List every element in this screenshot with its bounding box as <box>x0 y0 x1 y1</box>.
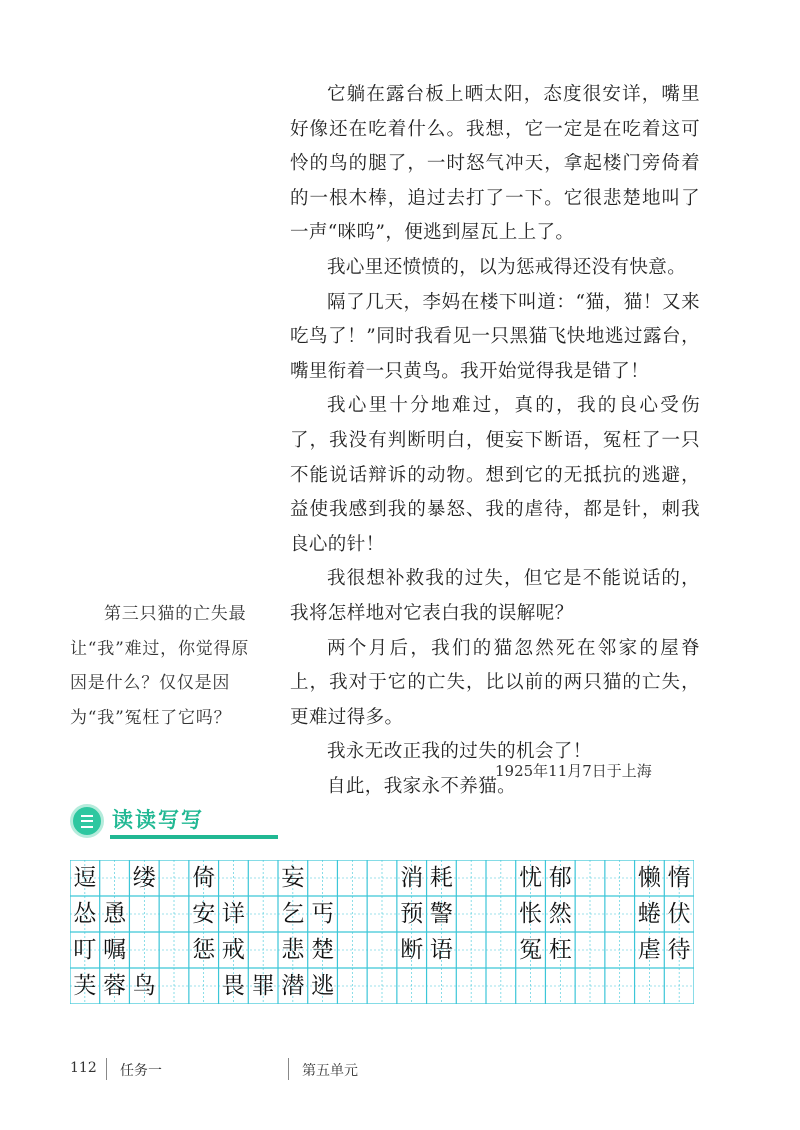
grid-character: 逗 <box>73 865 97 891</box>
paragraph: 两个月后，我们的猫忽然死在邻家的屋脊上，我对于它的亡失，比以前的两只猫的亡失，更难过得多。 <box>290 637 700 728</box>
paragraph: 我永无改正我的过失的机会了！ <box>327 741 592 763</box>
paragraph: 我心里十分地难过，真的，我的良心受伤了，我没有判断明白，便妄下断语，冤枉了一只不能说话辩诉的动物。想到它的无抵抗的逃避，益使我感到我的暴怒、我的虐待，都是针，刺我良心的针！ <box>290 395 700 555</box>
article-date: 1925年11月7日于上海 <box>495 762 652 780</box>
grid-lines <box>70 860 694 1004</box>
footer-unit: 第五单元 <box>302 1063 358 1079</box>
grid-character: 鸟 <box>132 973 156 999</box>
grid-character: 惩 <box>192 937 216 963</box>
grid-character: 嘱 <box>103 937 127 963</box>
grid-character: 安 <box>192 901 216 927</box>
grid-character: 缕 <box>132 865 156 891</box>
paragraph: 我很想补救我的过失，但它是不能说话的，我将怎样地对它表白我的误解呢？ <box>290 568 700 624</box>
section-header <box>70 804 330 844</box>
grid-character: 乞 <box>281 901 305 927</box>
grid-character: 怅 <box>519 901 543 927</box>
grid-character: 伏 <box>667 901 691 927</box>
grid-character: 然 <box>548 901 572 927</box>
side-note: 第三只猫的亡失最让“我”难过，你觉得原因是什么？仅仅是因为“我”冤枉了它吗？ <box>70 604 250 728</box>
grid-character: 恿 <box>103 901 127 927</box>
grid-character: 断 <box>400 937 424 963</box>
grid-character: 消 <box>400 865 424 891</box>
paragraph: 自此，我家永不养猫。 <box>327 775 517 797</box>
grid-character: 忧 <box>519 865 543 891</box>
footer-divider <box>106 1058 107 1080</box>
grid-character: 叮 <box>73 937 97 963</box>
paragraph: 我心里还愤愤的，以为惩戒得还没有快意。 <box>327 256 687 278</box>
grid-character: 倚 <box>192 865 216 891</box>
article-body <box>290 78 700 804</box>
grid-character: 芙 <box>73 973 97 999</box>
grid-character: 悲 <box>281 937 305 963</box>
grid-character: 罪 <box>251 973 275 999</box>
grid-character: 虐 <box>637 937 661 963</box>
section-title: 读读写写 <box>112 808 204 832</box>
footer-divider <box>288 1058 289 1080</box>
vocabulary-grid <box>70 860 694 1004</box>
section-underline <box>110 835 278 839</box>
grid-character: 预 <box>400 901 424 927</box>
grid-character: 语 <box>429 937 453 963</box>
grid-character: 枉 <box>548 937 572 963</box>
grid-character: 怂 <box>73 901 97 927</box>
grid-character: 潜 <box>281 973 305 999</box>
grid-character: 蓉 <box>103 973 127 999</box>
grid-character: 郁 <box>548 865 572 891</box>
grid-character: 逃 <box>311 973 335 999</box>
grid-character: 惰 <box>667 865 691 891</box>
grid-character: 妄 <box>281 865 305 891</box>
page-number: 112 <box>70 1060 97 1076</box>
grid-character: 蜷 <box>637 901 661 927</box>
paragraph: 它躺在露台板上晒太阳，态度很安详，嘴里好像还在吃着什么。我想，它一定是在吃着这可怜的鸟的腿了，一时怒气冲天，拿起楼门旁倚着的一根木棒，追过去打了一下。它很悲楚地叫了一声“咪呜”，便逃到屋瓦上上了。 <box>290 84 700 244</box>
grid-character: 警 <box>429 901 453 927</box>
grid-character: 懒 <box>637 865 661 891</box>
paragraph: 隔了几天，李妈在楼下叫道：“猫，猫！又来吃鸟了！”同时我看见一只黑猫飞快地逃过露台，嘴里衔着一只黄鸟。我开始觉得我是错了！ <box>290 291 700 382</box>
grid-character: 戒 <box>221 937 245 963</box>
section-number-icon <box>70 804 104 838</box>
grid-character: 待 <box>667 937 691 963</box>
footer-task: 任务一 <box>120 1063 162 1079</box>
grid-character: 耗 <box>429 865 453 891</box>
grid-character: 详 <box>221 901 245 927</box>
grid-character: 丐 <box>311 901 335 927</box>
grid-character: 冤 <box>519 937 543 963</box>
grid-character: 畏 <box>221 973 245 999</box>
grid-character: 楚 <box>311 937 335 963</box>
